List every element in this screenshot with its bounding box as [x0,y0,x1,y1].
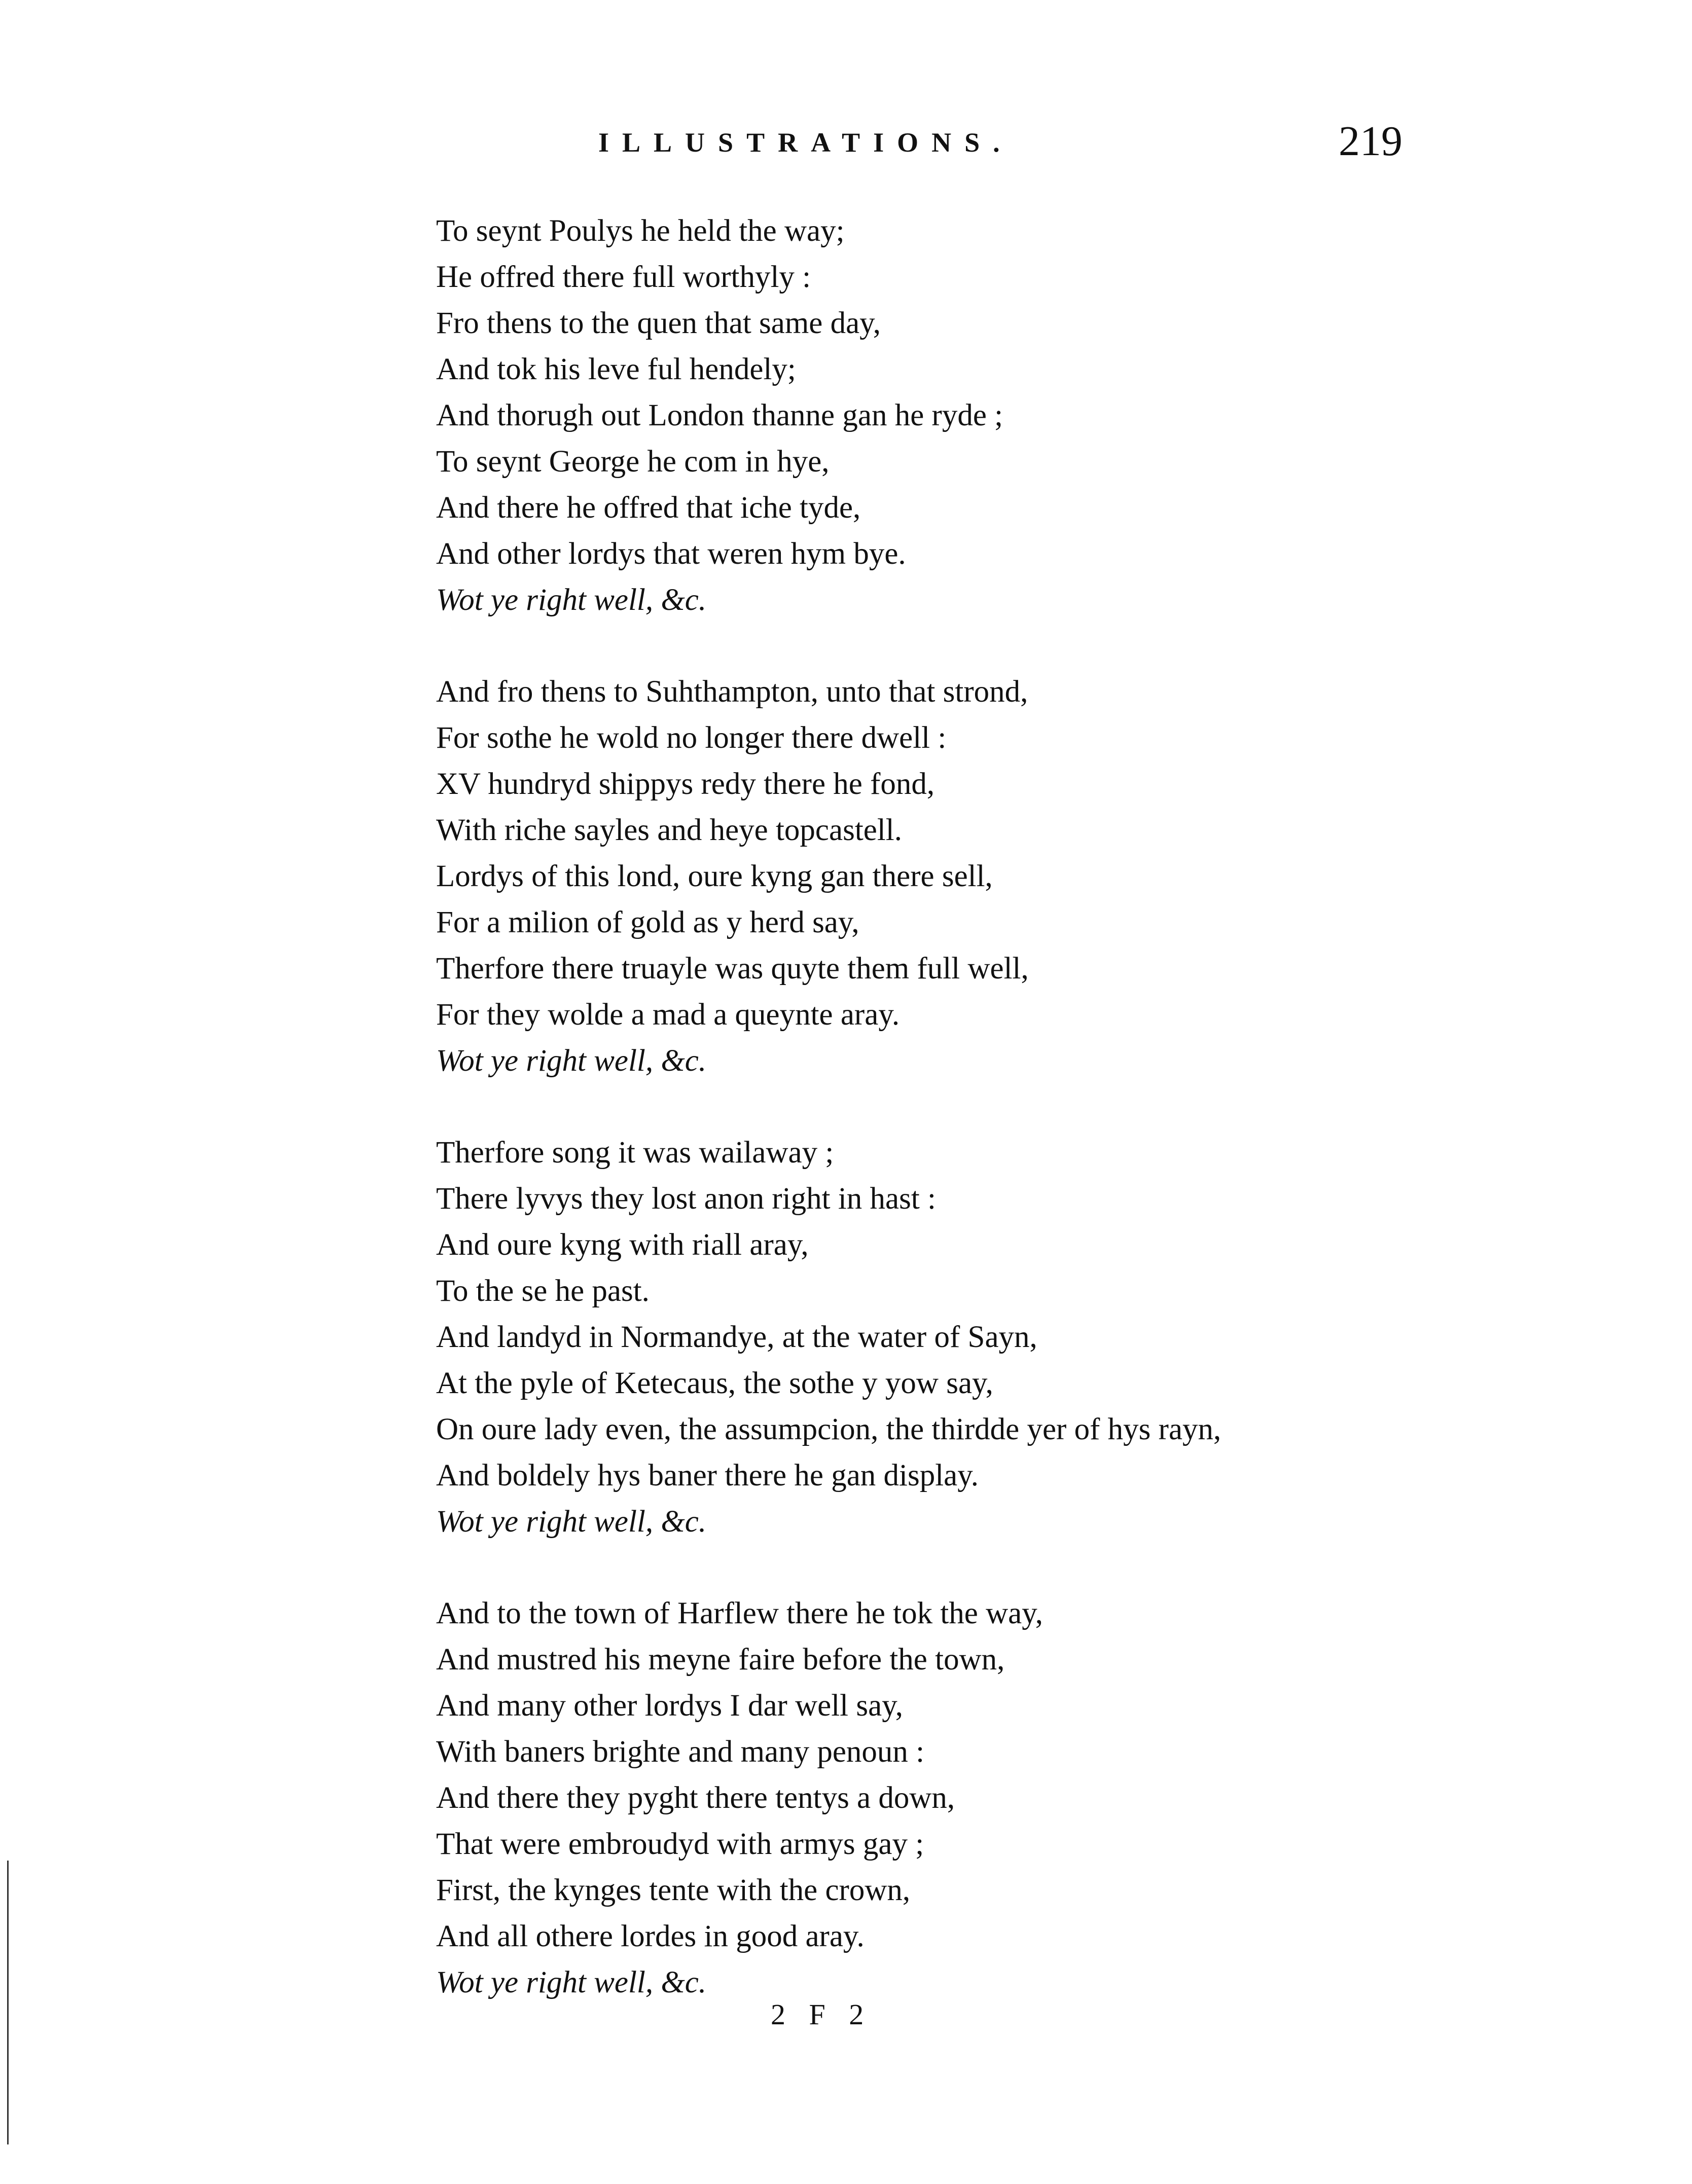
verse-line: Therfore song it was wailaway ; [436,1136,834,1170]
page-edge-rule [7,1861,9,2144]
verse-line: Therfore there truayle was quyte them full well, [436,952,1029,986]
verse-line: Lordys of this lond, oure kyng gan there sell, [436,859,993,893]
verse-line: And tok his leve ful hendely; [436,352,796,386]
verse-line: To the se he past. [436,1274,650,1308]
stanza-1 [436,208,1552,623]
poem-body [436,208,1552,2051]
verse-line: And there they pyght there tentys a down, [436,1781,955,1815]
refrain-line: Wot ye right well, &c. [436,1505,707,1539]
verse-line: And all othere lordes in good aray. [436,1919,865,1953]
verse-line: And oure kyng with riall aray, [436,1228,809,1262]
verse-line: He offred there full worthyly : [436,260,811,294]
page-number: 219 [1339,118,1402,165]
verse-line: And landyd in Normandye, at the water of Sayn, [436,1320,1037,1354]
verse-line: With baners brighte and many penoun : [436,1735,925,1769]
verse-line: To seynt Poulys he held the way; [436,214,845,248]
verse-line: XV hundryd shippys redy there he fond, [436,767,935,801]
verse-line: Fro thens to the quen that same day, [436,306,881,340]
verse-line: That were embroudyd with armys gay ; [436,1827,924,1861]
verse-line: For they wolde a mad a queynte aray. [436,998,900,1032]
verse-line: On oure lady even, the assumpcion, the thirdde yer of hys rayn, [436,1412,1221,1446]
stanza-2 [436,669,1552,1084]
verse-line: And mustred his meyne faire before the town, [436,1643,1005,1677]
verse-line: There lyvys they lost anon right in hast : [436,1182,937,1216]
refrain-line: Wot ye right well, &c. [436,583,707,617]
verse-line: And boldely hys baner there he gan display. [436,1459,979,1493]
verse-line: For sothe he wold no longer there dwell : [436,721,947,755]
page-header [0,117,1692,177]
verse-line: And many other lordys I dar well say, [436,1689,903,1723]
verse-line: To seynt George he com in hye, [436,445,830,479]
refrain-line: Wot ye right well, &c. [436,1965,707,1999]
verse-line: And fro thens to Suhthampton, unto that strond, [436,675,1028,709]
refrain-line: Wot ye right well, &c. [436,1044,707,1078]
verse-line: And to the town of Harflew there he tok the way, [436,1596,1043,1630]
verse-line: At the pyle of Ketecaus, the sothe y yow say, [436,1366,993,1400]
verse-line: And other lordys that weren hym bye. [436,537,906,571]
running-title: ILLUSTRATIONS. [598,127,1013,158]
verse-line: First, the kynges tente with the crown, [436,1873,911,1907]
verse-line: And there he offred that iche tyde, [436,491,861,525]
verse-line: For a milion of gold as y herd say, [436,905,859,939]
verse-line: With riche sayles and heye topcastell. [436,813,902,847]
stanza-3 [436,1130,1552,1545]
stanza-4 [436,1590,1552,2006]
signature-mark: 2 F 2 [771,1998,872,2031]
verse-line: And thorugh out London thanne gan he ryde ; [436,398,1003,432]
